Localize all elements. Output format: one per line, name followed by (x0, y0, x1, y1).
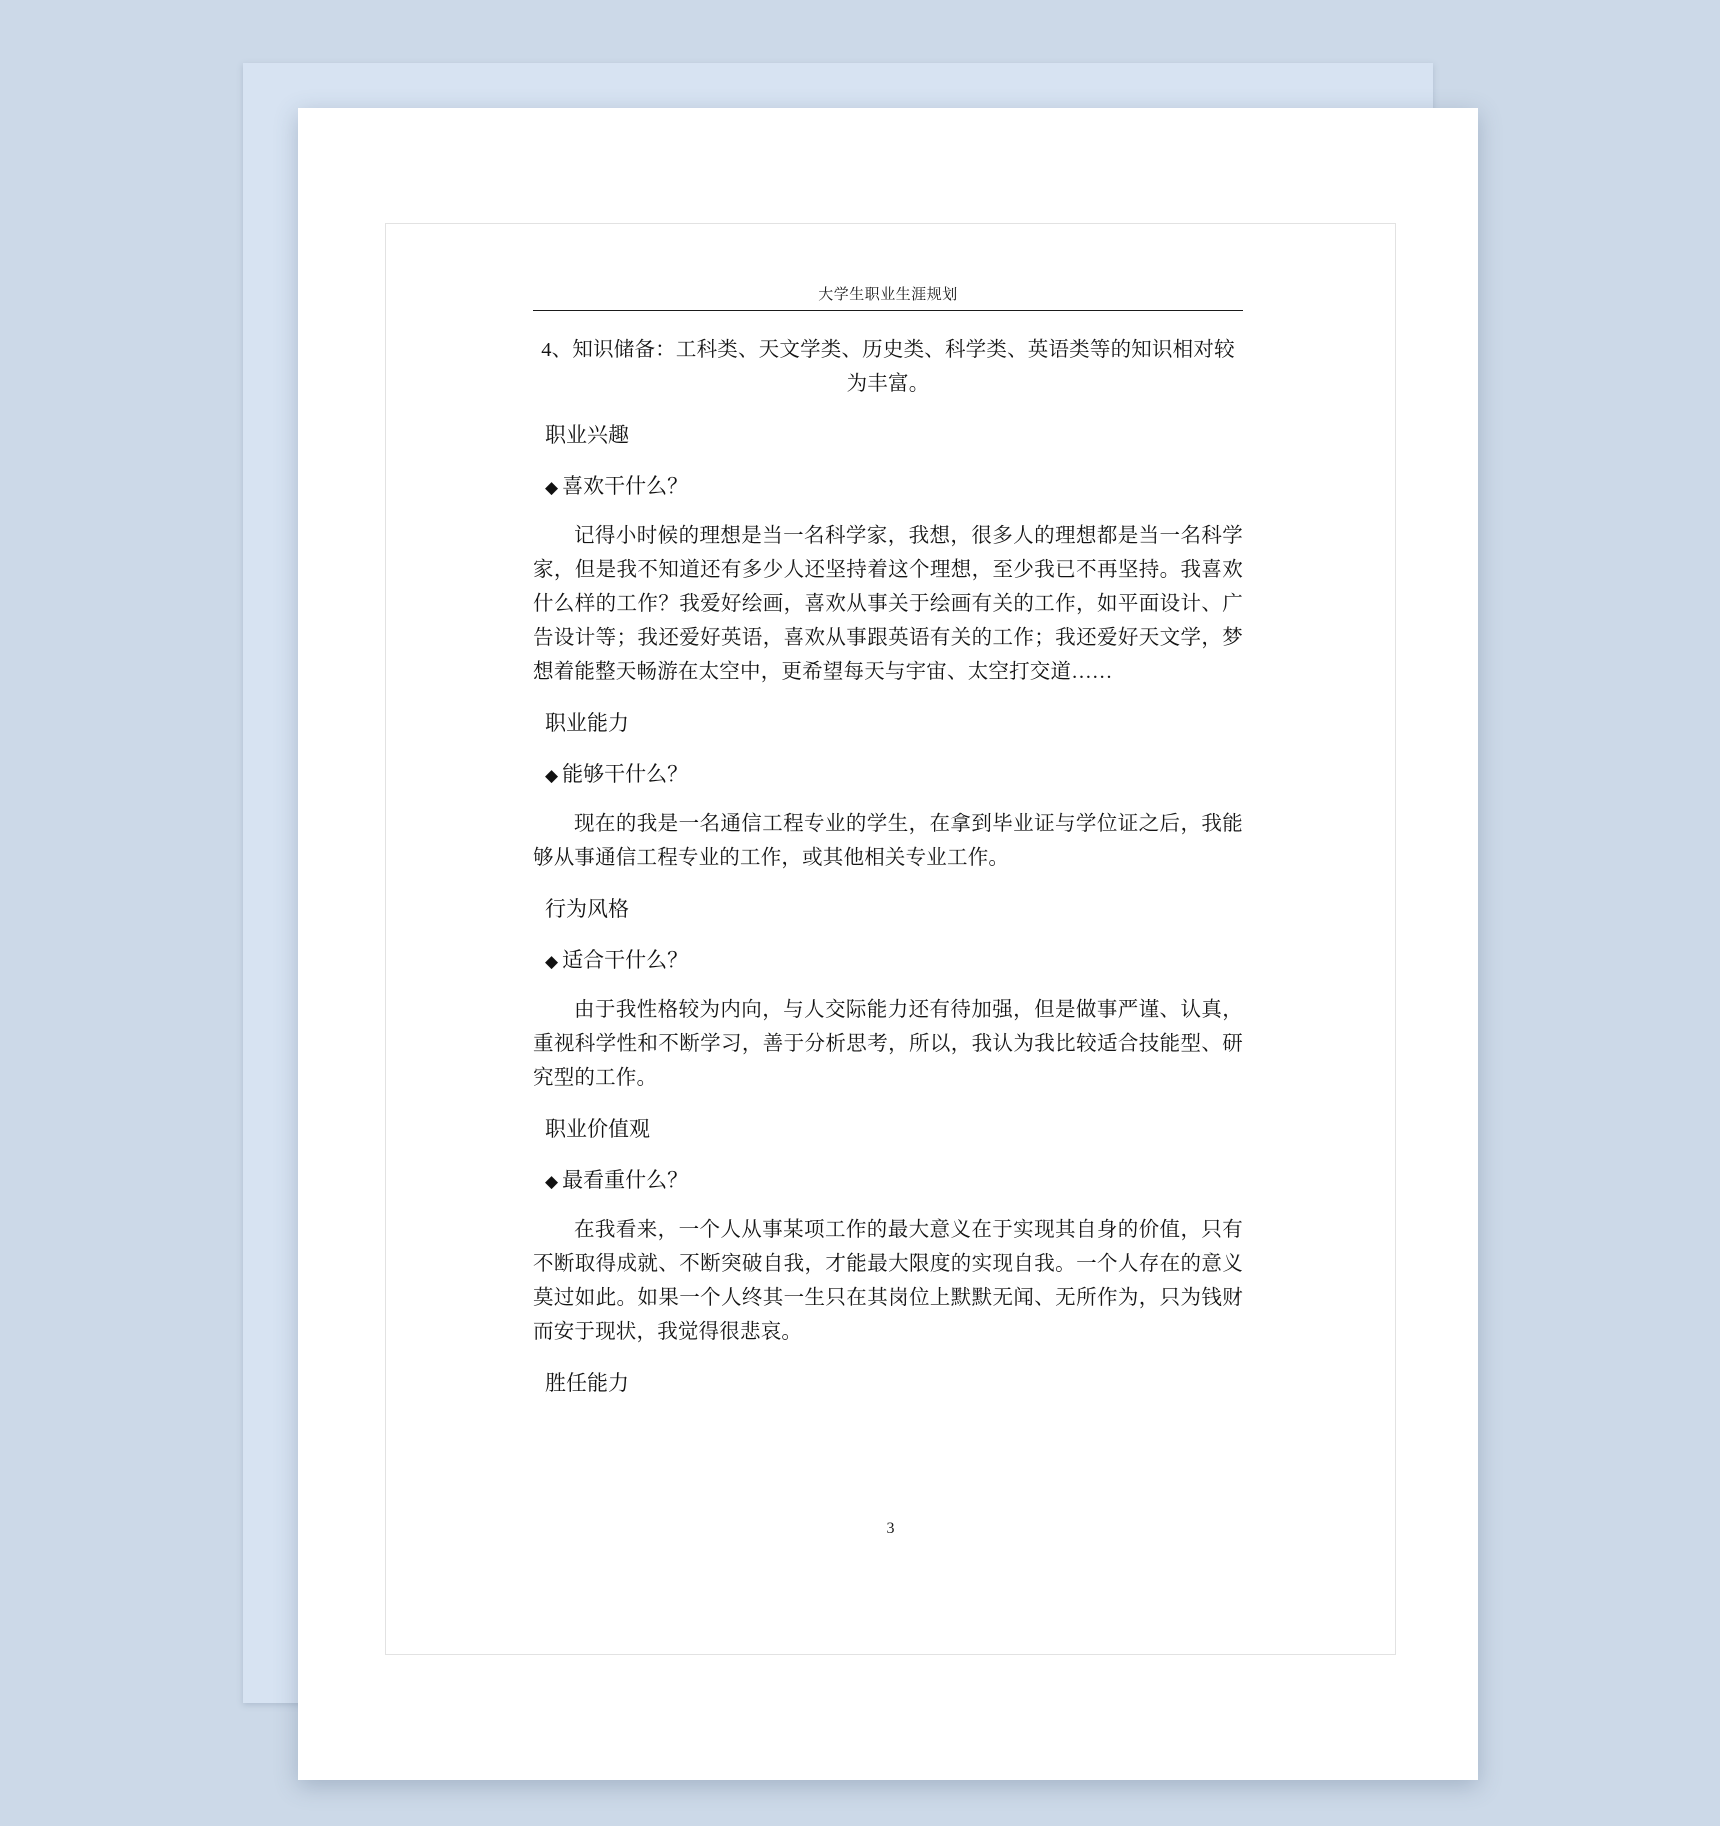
page-header (533, 285, 1243, 311)
diamond-icon: ◆ (545, 478, 559, 497)
heading-career-interest: 职业兴趣 (545, 424, 629, 447)
diamond-icon: ◆ (545, 1172, 559, 1191)
header-divider (533, 310, 1243, 311)
heading-behavior-style: 行为风格 (545, 898, 629, 921)
document-content (533, 285, 1243, 1417)
diamond-icon: ◆ (545, 766, 559, 785)
diamond-icon: ◆ (545, 952, 559, 971)
heading-competency: 胜任能力 (545, 1372, 629, 1395)
paragraph-career-ability-body: 现在的我是一名通信工程专业的学生，在拿到毕业证与学位证之后，我能够从事通信工程专业的工作，或其他相关专业工作。 (533, 813, 1243, 869)
page-number: 3 (886, 1520, 895, 1537)
bullet-able-to-do (533, 757, 1243, 793)
bullet-value-most (533, 1163, 1243, 1199)
paragraph-behavior-style-body: 由于我性格较为内向，与人交际能力还有待加强，但是做事严谨、认真，重视科学性和不断学习，善于分析思考，所以，我认为我比较适合技能型、研究型的工作。 (533, 999, 1243, 1089)
bullet-suitable-to-do (533, 943, 1243, 979)
header-title: 大学生职业生涯规划 (818, 287, 958, 303)
heading-career-ability: 职业能力 (545, 712, 629, 735)
heading-career-values: 职业价值观 (545, 1118, 650, 1141)
bullet-like-to-do (533, 469, 1243, 505)
bullet-label: 喜欢干什么？ (562, 474, 689, 498)
paragraph-knowledge-reserve: 4、知识储备：工科类、天文学类、历史类、科学类、英语类等的知识相对较为丰富。 (541, 339, 1235, 395)
bullet-label: 最看重什么？ (562, 1168, 689, 1192)
bullet-label: 能够干什么？ (562, 762, 689, 786)
bullet-label: 适合干什么？ (562, 948, 689, 972)
paragraph-career-values-body: 在我看来，一个人从事某项工作的最大意义在于实现其自身的价值，只有不断取得成就、不断突破自我，才能最大限度的实现自我。一个人存在的意义莫过如此。如果一个人终其一生只在其岗位上默默无闻、无所作为，只为钱财而安于现状，我觉得很悲哀。 (533, 1219, 1243, 1343)
paragraph-career-interest-body: 记得小时候的理想是当一名科学家，我想，很多人的理想都是当一名科学家，但是我不知道还有多少人还坚持着这个理想，至少我已不再坚持。我喜欢什么样的工作？我爱好绘画，喜欢从事关于绘画有关的工作，如平面设计、广告设计等；我还爱好英语，喜欢从事跟英语有关的工作；我还爱好天文学，梦想着能整天畅游在太空中，更希望每天与宇宙、太空打交道…… (533, 525, 1243, 683)
